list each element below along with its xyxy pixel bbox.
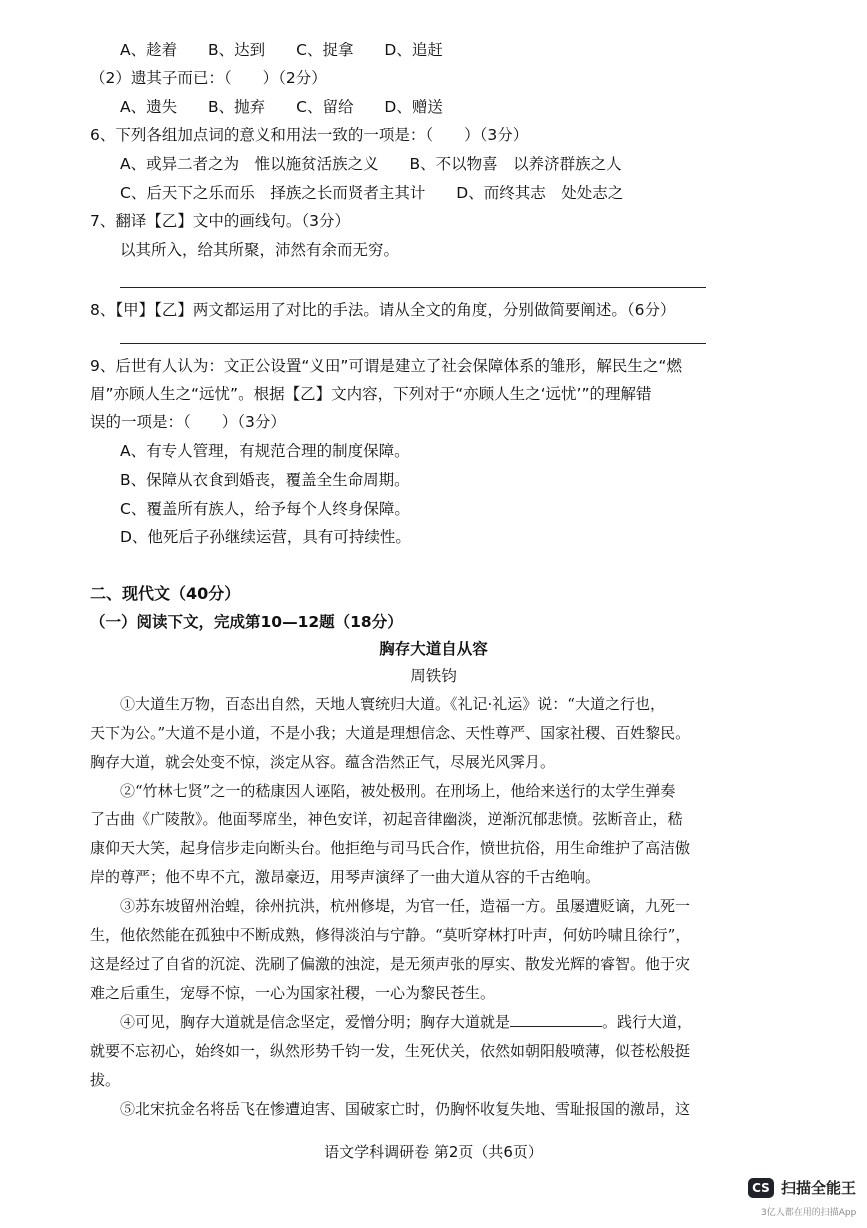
paragraph-1-line-2: 天下为公。”大道不是小道，不是小我；大道是理想信念、天性尊严、国家社稷、百姓黎民。: [90, 724, 691, 742]
q6-options-row-2: [120, 182, 623, 204]
scanner-slogan: 3亿人都在用的扫描App: [761, 1208, 857, 1218]
paragraph-5-line-1: ⑤北宋抗金名将岳飞在惨遭迫害、国破家亡时，仍胸怀收复失地、雪耻报国的激昂，这: [120, 1100, 691, 1118]
q6-option-a: A、或异二者之为 惟以施贫活族之义: [120, 155, 379, 173]
article-title: 胸存大道自从容: [379, 639, 488, 658]
paragraph-3-line-1: ③苏东坡留州治蝗，徐州抗洪，杭州修堤，为官一任，造福一方。虽屡遭贬谪，九死一: [120, 897, 691, 915]
article-author: 周铁钧: [410, 667, 457, 685]
q5-sub2-option-a: A、遗失: [120, 98, 178, 116]
paragraph-3-line-2: 生，他依然能在孤独中不断成熟，修得淡泊与宁静。“莫听穿林打叶声，何妨吟啸且徐行”，: [90, 926, 691, 944]
paragraph-4-line-2: 就要不忘初心，始终如一，纵然形势千钧一发，生死伏关，依然如朝阳般喷薄，似苍松般挺: [90, 1042, 691, 1060]
q5-option-d: D、追赶: [384, 41, 443, 59]
q5-sub2-option-b: B、抛弃: [208, 98, 266, 116]
paragraph-2-line-2: 了古曲《广陵散》。他面琴席坐，神色安详，初起音律幽淡，逆渐沉郁悲愤。弦断音止，嵇: [90, 810, 683, 828]
q8-answer-line[interactable]: [120, 343, 706, 344]
q7-answer-line[interactable]: [120, 287, 706, 288]
q6-option-c: C、后天下之乐而乐 择族之长而贤者主其计: [120, 184, 426, 202]
q7-sentence: 以其所入，给其所聚，沛然有余而无穷。: [120, 241, 400, 259]
q9-stem-line-2: 眉”亦顾人生之“远忧”。根据【乙】文内容，下列对于“亦顾人生之‘远忧’”的理解错: [90, 385, 652, 403]
reading-instruction: （一）阅读下文，完成第10—12题（18分）: [90, 613, 403, 631]
q5-option-c: C、捉拿: [296, 41, 354, 59]
paragraph-3-line-3: 这是经过了自省的沉淀、洗刷了偏激的浊淀，是无须声张的厚实、散发光辉的睿智。他于灾: [90, 955, 691, 973]
q5-options-row-1: [120, 39, 443, 61]
q5-sub2-option-d: D、赠送: [384, 98, 443, 116]
q9-stem-line-1: 9、后世有人认为：文正公设置“义田”可谓是建立了社会保障体系的雏形，解民生之“燃: [90, 357, 682, 375]
q6-stem: 6、下列各组加点词的意义和用法一致的一项是：（ ）（3分）: [90, 126, 529, 144]
paragraph-4-text-after-blank: 。践行大道，: [602, 1013, 693, 1031]
q7-stem: 7、翻译【乙】文中的画线句。（3分）: [90, 212, 350, 230]
scanner-app-name: 扫描全能王: [781, 1179, 857, 1197]
paragraph-2-line-3: 康仰天大笑，起身信步走向断头台。他拒绝与司马氏合作，愤世抗俗，用生命维护了高洁傲: [90, 839, 691, 857]
paragraph-4-text-before-blank: ④可见，胸存大道就是信念坚定，爱憎分明；胸存大道就是: [120, 1013, 511, 1031]
paragraph-1-line-1: ①大道生万物，百态出自然，天地人寰统归大道。《礼记·礼运》说：“大道之行也，: [120, 695, 665, 713]
q5-sub-question-2: （2）遗其子而已：（ ）（2分）: [90, 69, 327, 87]
fill-in-blank[interactable]: [510, 1012, 602, 1027]
q5-option-a: A、趁着: [120, 41, 178, 59]
q8-stem: 8、【甲】【乙】两文都运用了对比的手法。请从全文的角度，分别做简要阐述。（6分）: [90, 301, 676, 319]
q6-option-b: B、不以物喜 以养济群族之人: [409, 155, 622, 173]
q6-options-row-1: [120, 153, 622, 175]
page-footer: 语文学科调研卷 第2页（共6页）: [324, 1143, 543, 1161]
paragraph-2-line-1: ②“竹林七贤”之一的嵇康因人诬陷，被处极刑。在刑场上，他给来送行的太学生弹奏: [120, 782, 676, 800]
paragraph-2-line-4: 岸的尊严；他不卑不亢，激昂豪迈，用琴声演绎了一曲大道从容的千古绝响。: [90, 868, 601, 886]
q9-stem-line-3: 误的一项是：（ ）（3分）: [90, 413, 286, 431]
section-heading: 二、现代文（40分）: [90, 584, 241, 603]
q9-option-b: B、保障从衣食到婚丧，覆盖全生命周期。: [120, 471, 410, 489]
q9-option-a: A、有专人管理，有规范合理的制度保障。: [120, 442, 410, 460]
q5-option-b: B、达到: [208, 41, 266, 59]
q9-option-d: D、他死后子孙继续运营，具有可持续性。: [120, 528, 411, 546]
paragraph-3-line-4: 难之后重生，宠辱不惊，一心为国家社稷，一心为黎民苍生。: [90, 984, 496, 1002]
paragraph-4-line-1: [120, 1011, 692, 1033]
camscanner-logo-icon: CS: [748, 1178, 774, 1198]
q5-options-row-2: [120, 96, 443, 118]
q5-sub2-option-c: C、留给: [296, 98, 354, 116]
q9-option-c: C、覆盖所有族人，给予每个人终身保障。: [120, 500, 410, 518]
paragraph-4-line-3: 拔。: [90, 1071, 121, 1089]
paragraph-1-line-3: 胸存大道，就会处变不惊，淡定从容。蕴含浩然正气，尽展光风霁月。: [90, 753, 556, 771]
q6-option-d: D、而终其志 处处志之: [456, 184, 624, 202]
